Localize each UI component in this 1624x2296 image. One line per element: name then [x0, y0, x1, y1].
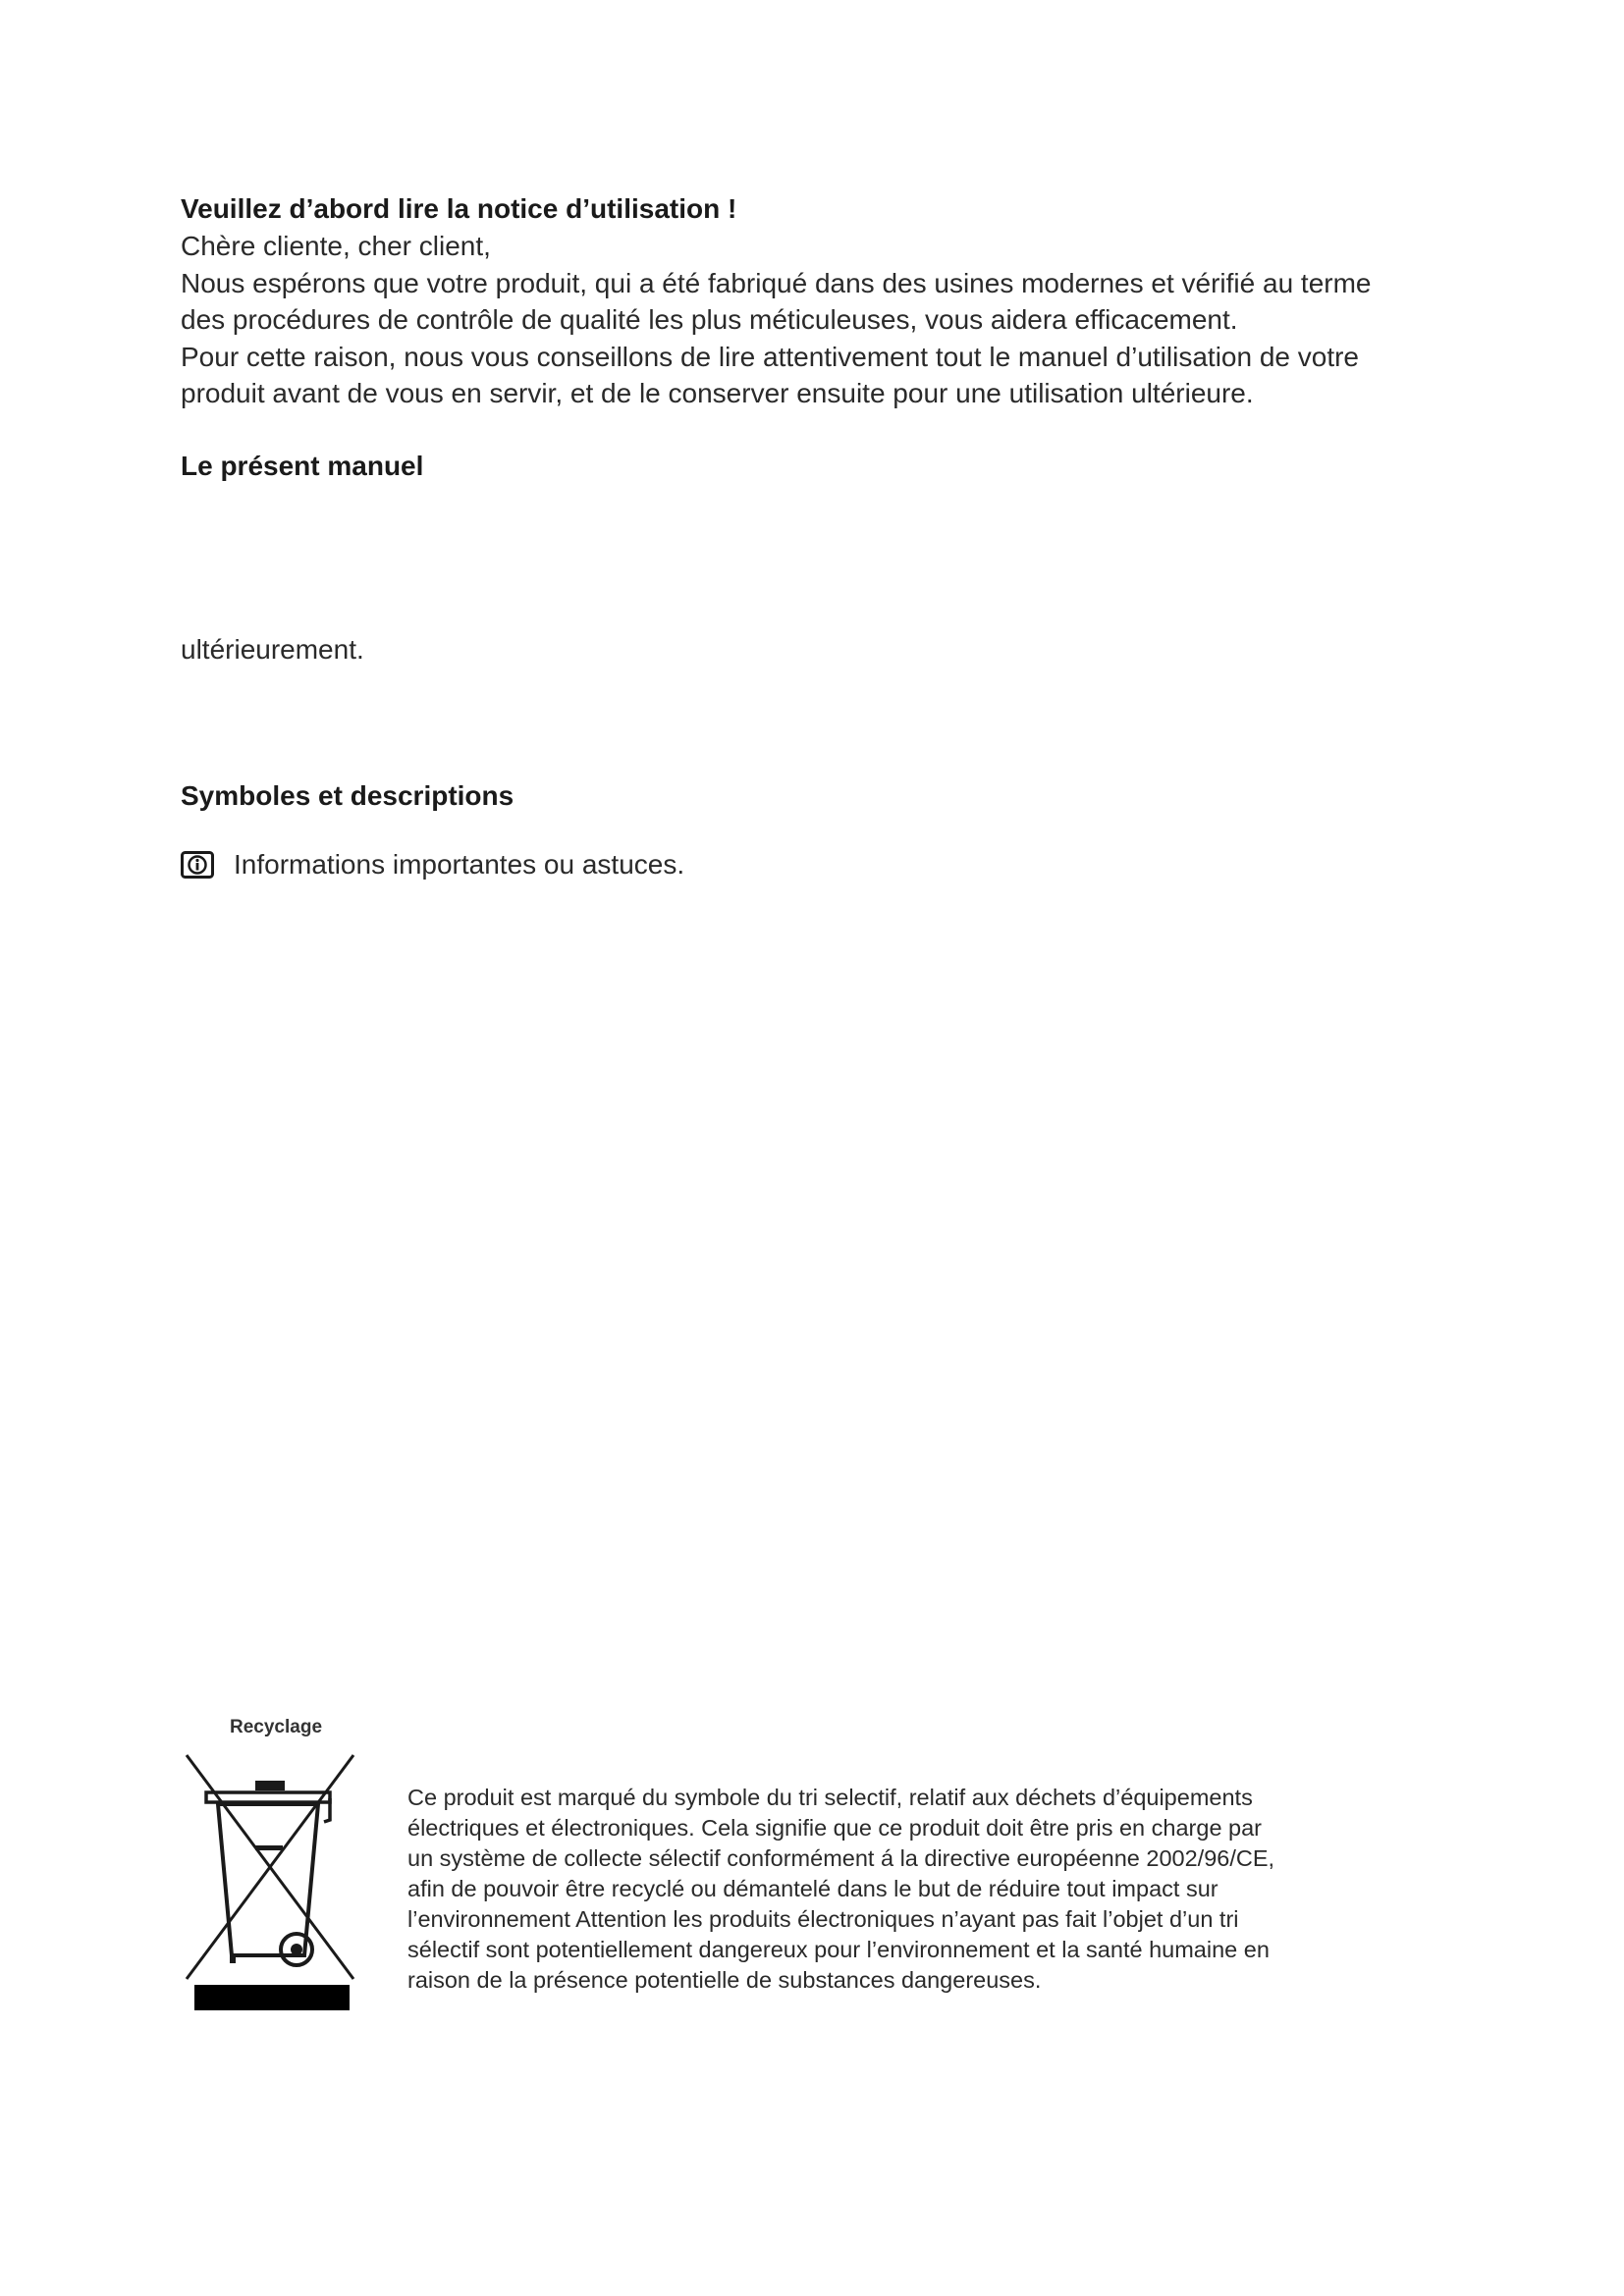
recycling-line: un système de collecte sélectif conformément á la directive européenne 2002/96/CE,	[407, 1845, 1275, 1871]
intro-paragraph	[181, 228, 1447, 412]
manual-heading: Le présent manuel	[181, 451, 424, 481]
recycling-paragraph	[407, 1783, 1389, 1996]
recycling-line: l’environnement Attention les produits électroniques n’ayant pas fait l’objet d’un tri	[407, 1906, 1239, 1932]
recycling-line: afin de pouvoir être recyclé ou démantelé dans le but de réduire tout impact sur	[407, 1876, 1218, 1901]
intro-line: Pour cette raison, nous vous conseillons de lire attentivement tout le manuel d’utilisation de votre	[181, 341, 1360, 372]
recycling-line: électriques et électroniques. Cela signifie que ce produit doit être pris en charge par	[407, 1815, 1263, 1841]
manual-fragment: ultérieurement.	[181, 634, 364, 665]
recycling-line: sélectif sont potentiellement dangereux pour l’environnement et la santé humaine en	[407, 1937, 1270, 1962]
intro-heading: Veuillez d’abord lire la notice d’utilisation !	[181, 193, 737, 224]
symbol-item-info	[181, 846, 684, 883]
intro-line: Nous espérons que votre produit, qui a été fabriqué dans des usines modernes et vérifié au terme	[181, 267, 1372, 298]
recycling-label: Recyclage	[230, 1717, 323, 1737]
symbols-heading: Symboles et descriptions	[181, 780, 514, 811]
recycling-line: Ce produit est marqué du symbole du tri selectif, relatif aux déchets d’équipements	[407, 1785, 1253, 1810]
crossed-bin-icon	[181, 1747, 359, 2012]
intro-line: produit avant de vous en servir, et de le conserver ensuite pour une utilisation ultérieure.	[181, 378, 1254, 408]
intro-line: Chère cliente, cher client,	[181, 231, 491, 261]
symbol-item-text: Informations importantes ou astuces.	[234, 849, 685, 880]
intro-line: des procédures de contrôle de qualité les plus méticuleuses, vous aidera efficacement.	[181, 304, 1238, 335]
info-icon	[181, 851, 214, 879]
recycling-line: raison de la présence potentielle de substances dangereuses.	[407, 1967, 1042, 1993]
